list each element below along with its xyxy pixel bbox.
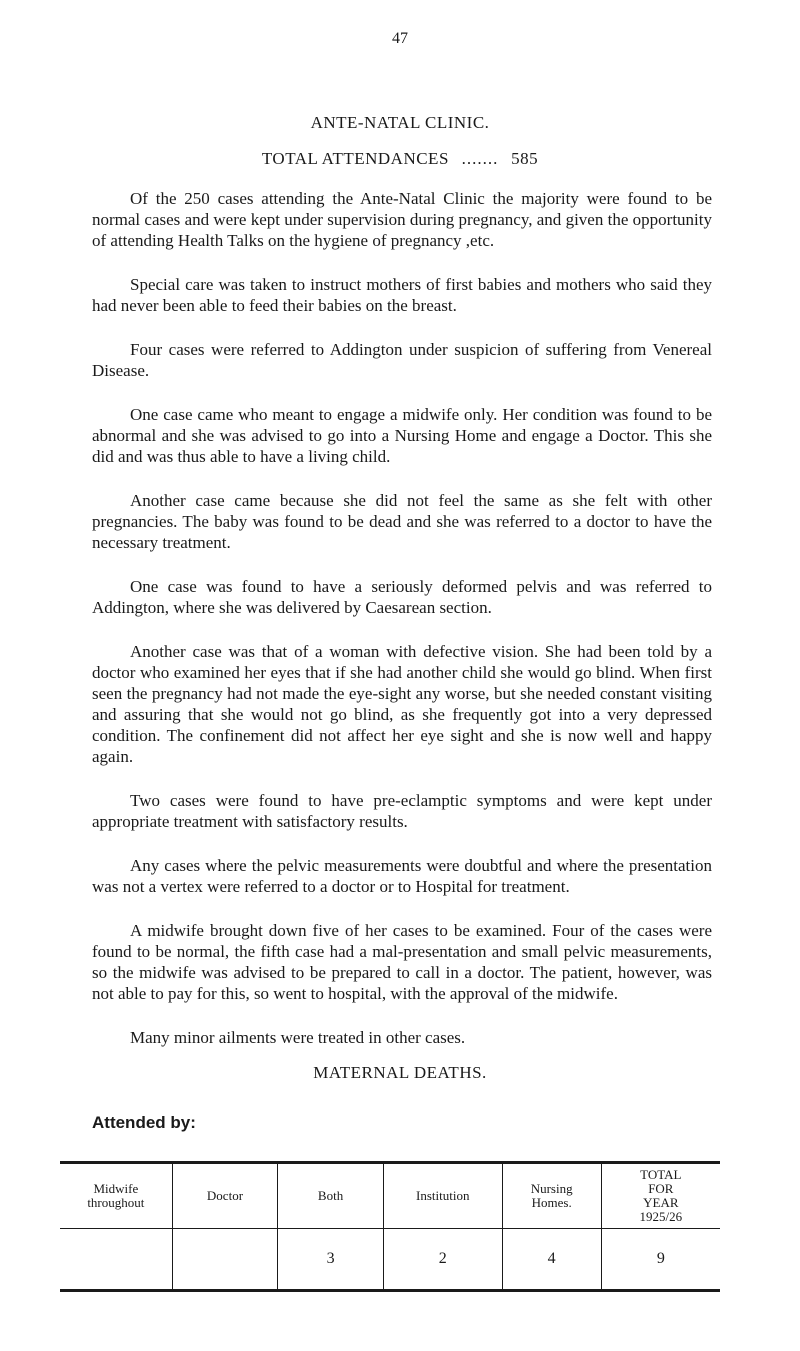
paragraph: Of the 250 cases attending the Ante-Natal Clinic the majority were found to be normal cases and were kept under supervision during pregnancy, and given the opportunity of attending Health Talks on the hygiene of pregnancy ,etc. [92, 189, 712, 250]
maternal-deaths-title: MATERNAL DEATHS. [313, 1063, 487, 1082]
paragraph: One case came who meant to engage a midwife only. Her condition was found to be abnormal and she was advised to go into a Nursing Home and engage a Doctor. This she did and was thus able to have a living child. [92, 405, 712, 466]
column-header-midwife: Midwife throughout [60, 1163, 172, 1229]
paragraph: Another case came because she did not feel the same as she felt with other pregnancies. The baby was found to be dead and she was referred to a doctor to have the necessary treatment. [92, 491, 712, 552]
maternal-deaths-table [60, 1161, 720, 1292]
cell-institution: 2 [383, 1229, 502, 1291]
cell-midwife [60, 1229, 172, 1291]
total-attendances [0, 149, 800, 169]
paragraph: One case was found to have a seriously deformed pelvis and was referred to Addington, where she was delivered by Caesarean section. [92, 577, 712, 617]
page-title: ANTE-NATAL CLINIC. [310, 113, 490, 132]
table-header-row [60, 1163, 720, 1229]
cell-nursing-homes: 4 [502, 1229, 601, 1291]
paragraph: Two cases were found to have pre-eclamptic symptoms and were kept under appropriate treatment with satisfactory results. [92, 791, 712, 831]
attended-by-label: Attended by: [92, 1113, 196, 1132]
column-header-both: Both [278, 1163, 384, 1229]
paragraph: Any cases where the pelvic measurements were doubtful and where the presentation was not a vertex were referred to a doctor or to Hospital for treatment. [92, 856, 712, 896]
total-attendances-label: TOTAL ATTENDANCES [261, 149, 449, 168]
column-header-nursing-homes: Nursing Homes. [502, 1163, 601, 1229]
table-row [60, 1229, 720, 1291]
cell-doctor [172, 1229, 278, 1291]
cell-both: 3 [278, 1229, 384, 1291]
paragraph: Many minor ailments were treated in other cases. [130, 1028, 466, 1047]
paragraph: A midwife brought down five of her cases to be examined. Four of the cases were found to be normal, the fifth case had a mal-presentation and small pelvic measurements, so the midwife was advised to be prepared to call in a doctor. The patient, however, was not able to pay for this, so went to hospital, with the approval of the midwife. [92, 921, 712, 1003]
column-header-doctor: Doctor [172, 1163, 278, 1229]
total-attendances-value: 585 [511, 149, 539, 168]
paragraph: Special care was taken to instruct mothers of first babies and mothers who said they had never been able to feed their babies on the breast. [92, 275, 712, 315]
paragraph: Another case was that of a woman with defective vision. She had been told by a doctor who examined her eyes that if she had another child she would go blind. When first seen the pregnancy had not made the eye-sight any worse, but she needed constant visiting and assuring that she would not go blind, as she frequently got into a very depressed condition. The confinement did not affect her eye sight and she is now well and happy again. [92, 642, 712, 766]
column-header-institution: Institution [383, 1163, 502, 1229]
cell-total: 9 [601, 1229, 720, 1291]
page-number: 47 [392, 30, 408, 47]
paragraph: Four cases were referred to Addington under suspicion of suffering from Venereal Disease. [92, 340, 712, 380]
report-body [92, 188, 712, 1071]
leader-dots: ....... [461, 149, 499, 168]
column-header-total: TOTAL FOR YEAR 1925/26 [601, 1163, 720, 1229]
